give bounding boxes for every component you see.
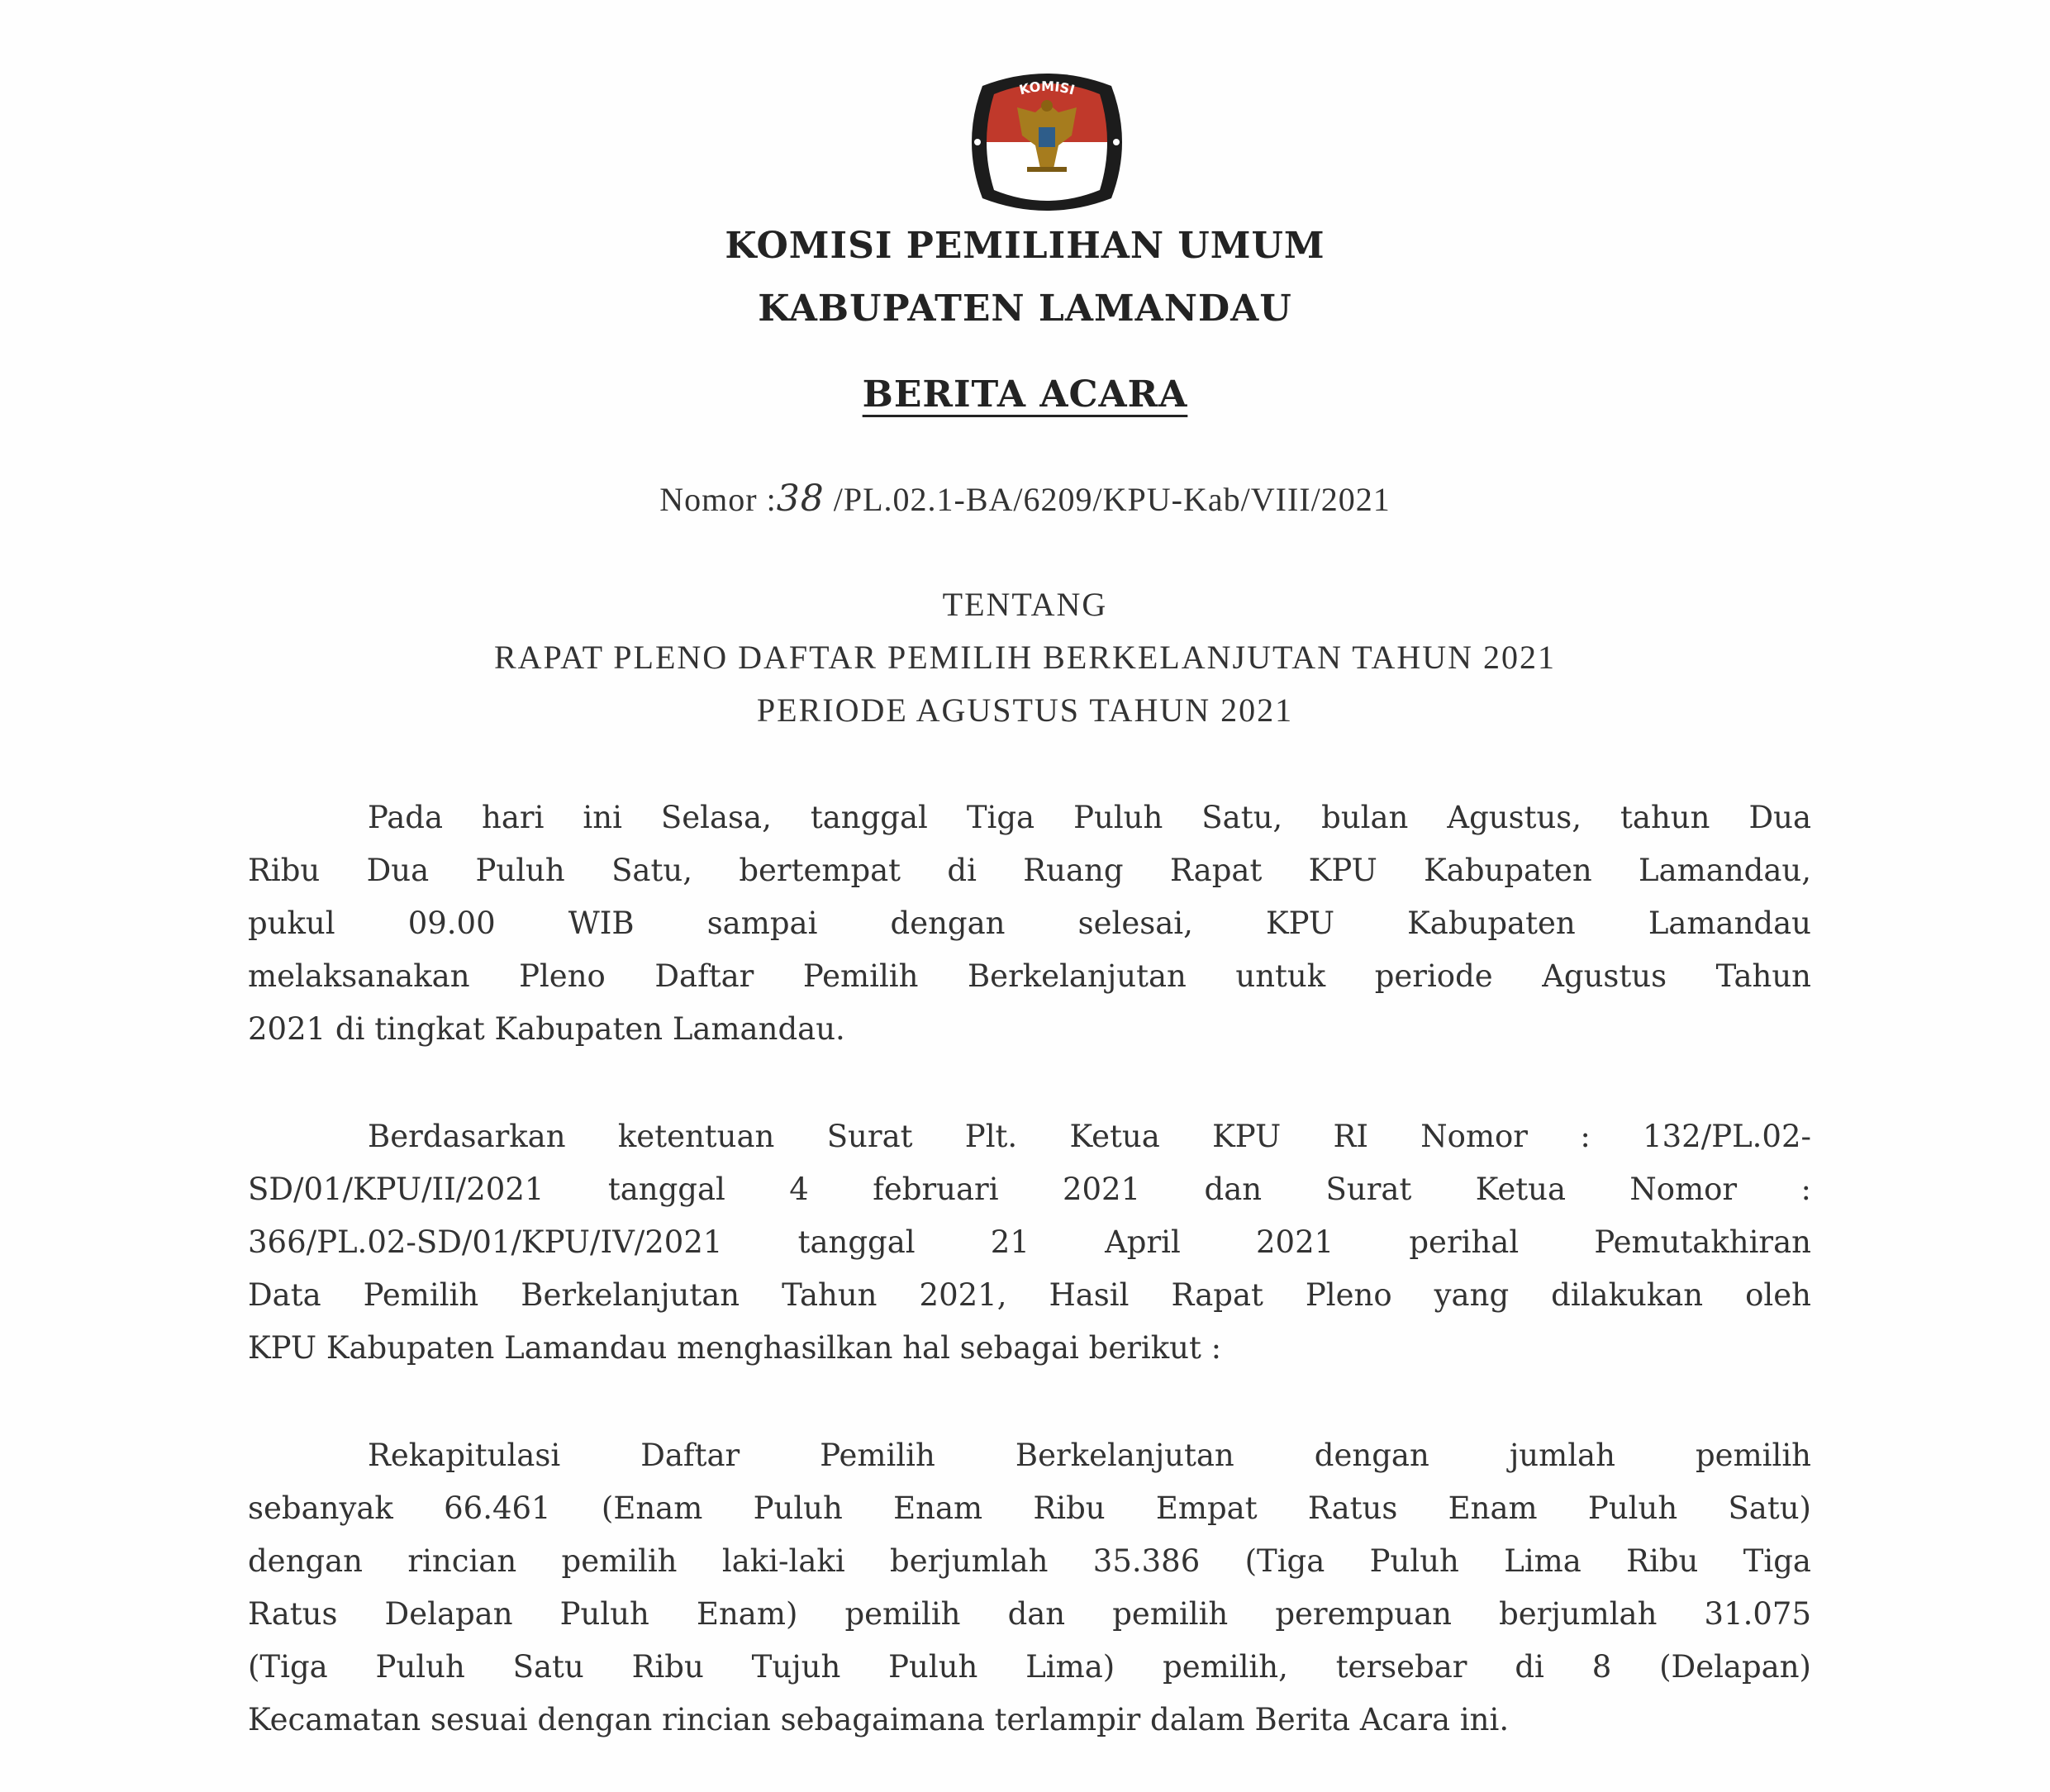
subject-line1: RAPAT PLENO DAFTAR PEMILIH BERKELANJUTAN TAHUN 2021 — [493, 639, 1557, 676]
paragraph-line: 366/PL.02-SD/01/KPU/IV/2021 tanggal 21 April 2021 perihal Pemutakhiran — [248, 1224, 1811, 1260]
logo-top-text: KOMISI — [1017, 78, 1077, 98]
paragraph-line: Pada hari ini Selasa, tanggal Tiga Puluh Satu, bulan Agustus, tahun Dua — [368, 800, 1811, 835]
paragraph-line: Ratus Delapan Puluh Enam) pemilih dan pemilih perempuan berjumlah 31.075 — [248, 1596, 1811, 1632]
document-number — [0, 478, 2050, 520]
nomor-label: Nomor : — [659, 481, 777, 518]
handwritten-number: 38 — [776, 478, 825, 520]
paragraph-meeting-info — [248, 791, 1811, 1056]
paragraph-line: sebanyak 66.461 (Enam Puluh Enam Ribu Empat Ratus Enam Puluh Satu) — [248, 1490, 1811, 1526]
org-title-line2: KABUPATEN LAMANDAU — [758, 288, 1292, 330]
paragraph-line: 2021 di tingkat Kabupaten Lamandau. — [248, 1011, 845, 1047]
paragraph-line: Rekapitulasi Daftar Pemilih Berkelanjutan dengan jumlah pemilih — [368, 1438, 1811, 1473]
paragraph-line: melaksanakan Pleno Daftar Pemilih Berkelanjutan untuk periode Agustus Tahun — [248, 958, 1811, 994]
kpu-logo-icon — [961, 69, 1133, 215]
document-type-heading: BERITA ACARA — [862, 373, 1188, 416]
paragraph-legal-basis — [248, 1110, 1811, 1375]
nomor-suffix: /PL.02.1-BA/6209/KPU-Kab/VIII/2021 — [824, 481, 1391, 518]
paragraph-recapitulation — [248, 1429, 1811, 1747]
paragraph-line: dengan rincian pemilih laki-laki berjumlah 35.386 (Tiga Puluh Lima Ribu Tiga — [248, 1543, 1811, 1579]
subject-line2: PERIODE AGUSTUS TAHUN 2021 — [756, 692, 1294, 729]
paragraph-line: (Tiga Puluh Satu Ribu Tujuh Puluh Lima) pemilih, tersebar di 8 (Delapan) — [248, 1649, 1811, 1685]
paragraph-line: Ribu Dua Puluh Satu, bertempat di Ruang Rapat KPU Kabupaten Lamandau, — [248, 853, 1811, 888]
paragraph-line: SD/01/KPU/II/2021 tanggal 4 februari 2021 dan Surat Ketua Nomor : — [248, 1172, 1811, 1207]
tentang-label: TENTANG — [942, 586, 1108, 623]
logo-bottom-text: PEMILIHAN UMUM — [991, 156, 1103, 199]
org-title-line1: KOMISI PEMILIHAN UMUM — [725, 225, 1325, 267]
paragraph-line: Berdasarkan ketentuan Surat Plt. Ketua KPU RI Nomor : 132/PL.02- — [368, 1119, 1811, 1154]
paragraph-line: Kecamatan sesuai dengan rincian sebagaimana terlampir dalam Berita Acara ini. — [248, 1702, 1510, 1737]
paragraph-line: KPU Kabupaten Lamandau menghasilkan hal sebagai berikut : — [248, 1330, 1222, 1366]
paragraph-line: Data Pemilih Berkelanjutan Tahun 2021, Hasil Rapat Pleno yang dilakukan oleh — [248, 1277, 1811, 1313]
paragraph-line: pukul 09.00 WIB sampai dengan selesai, KPU Kabupaten Lamandau — [248, 906, 1811, 941]
